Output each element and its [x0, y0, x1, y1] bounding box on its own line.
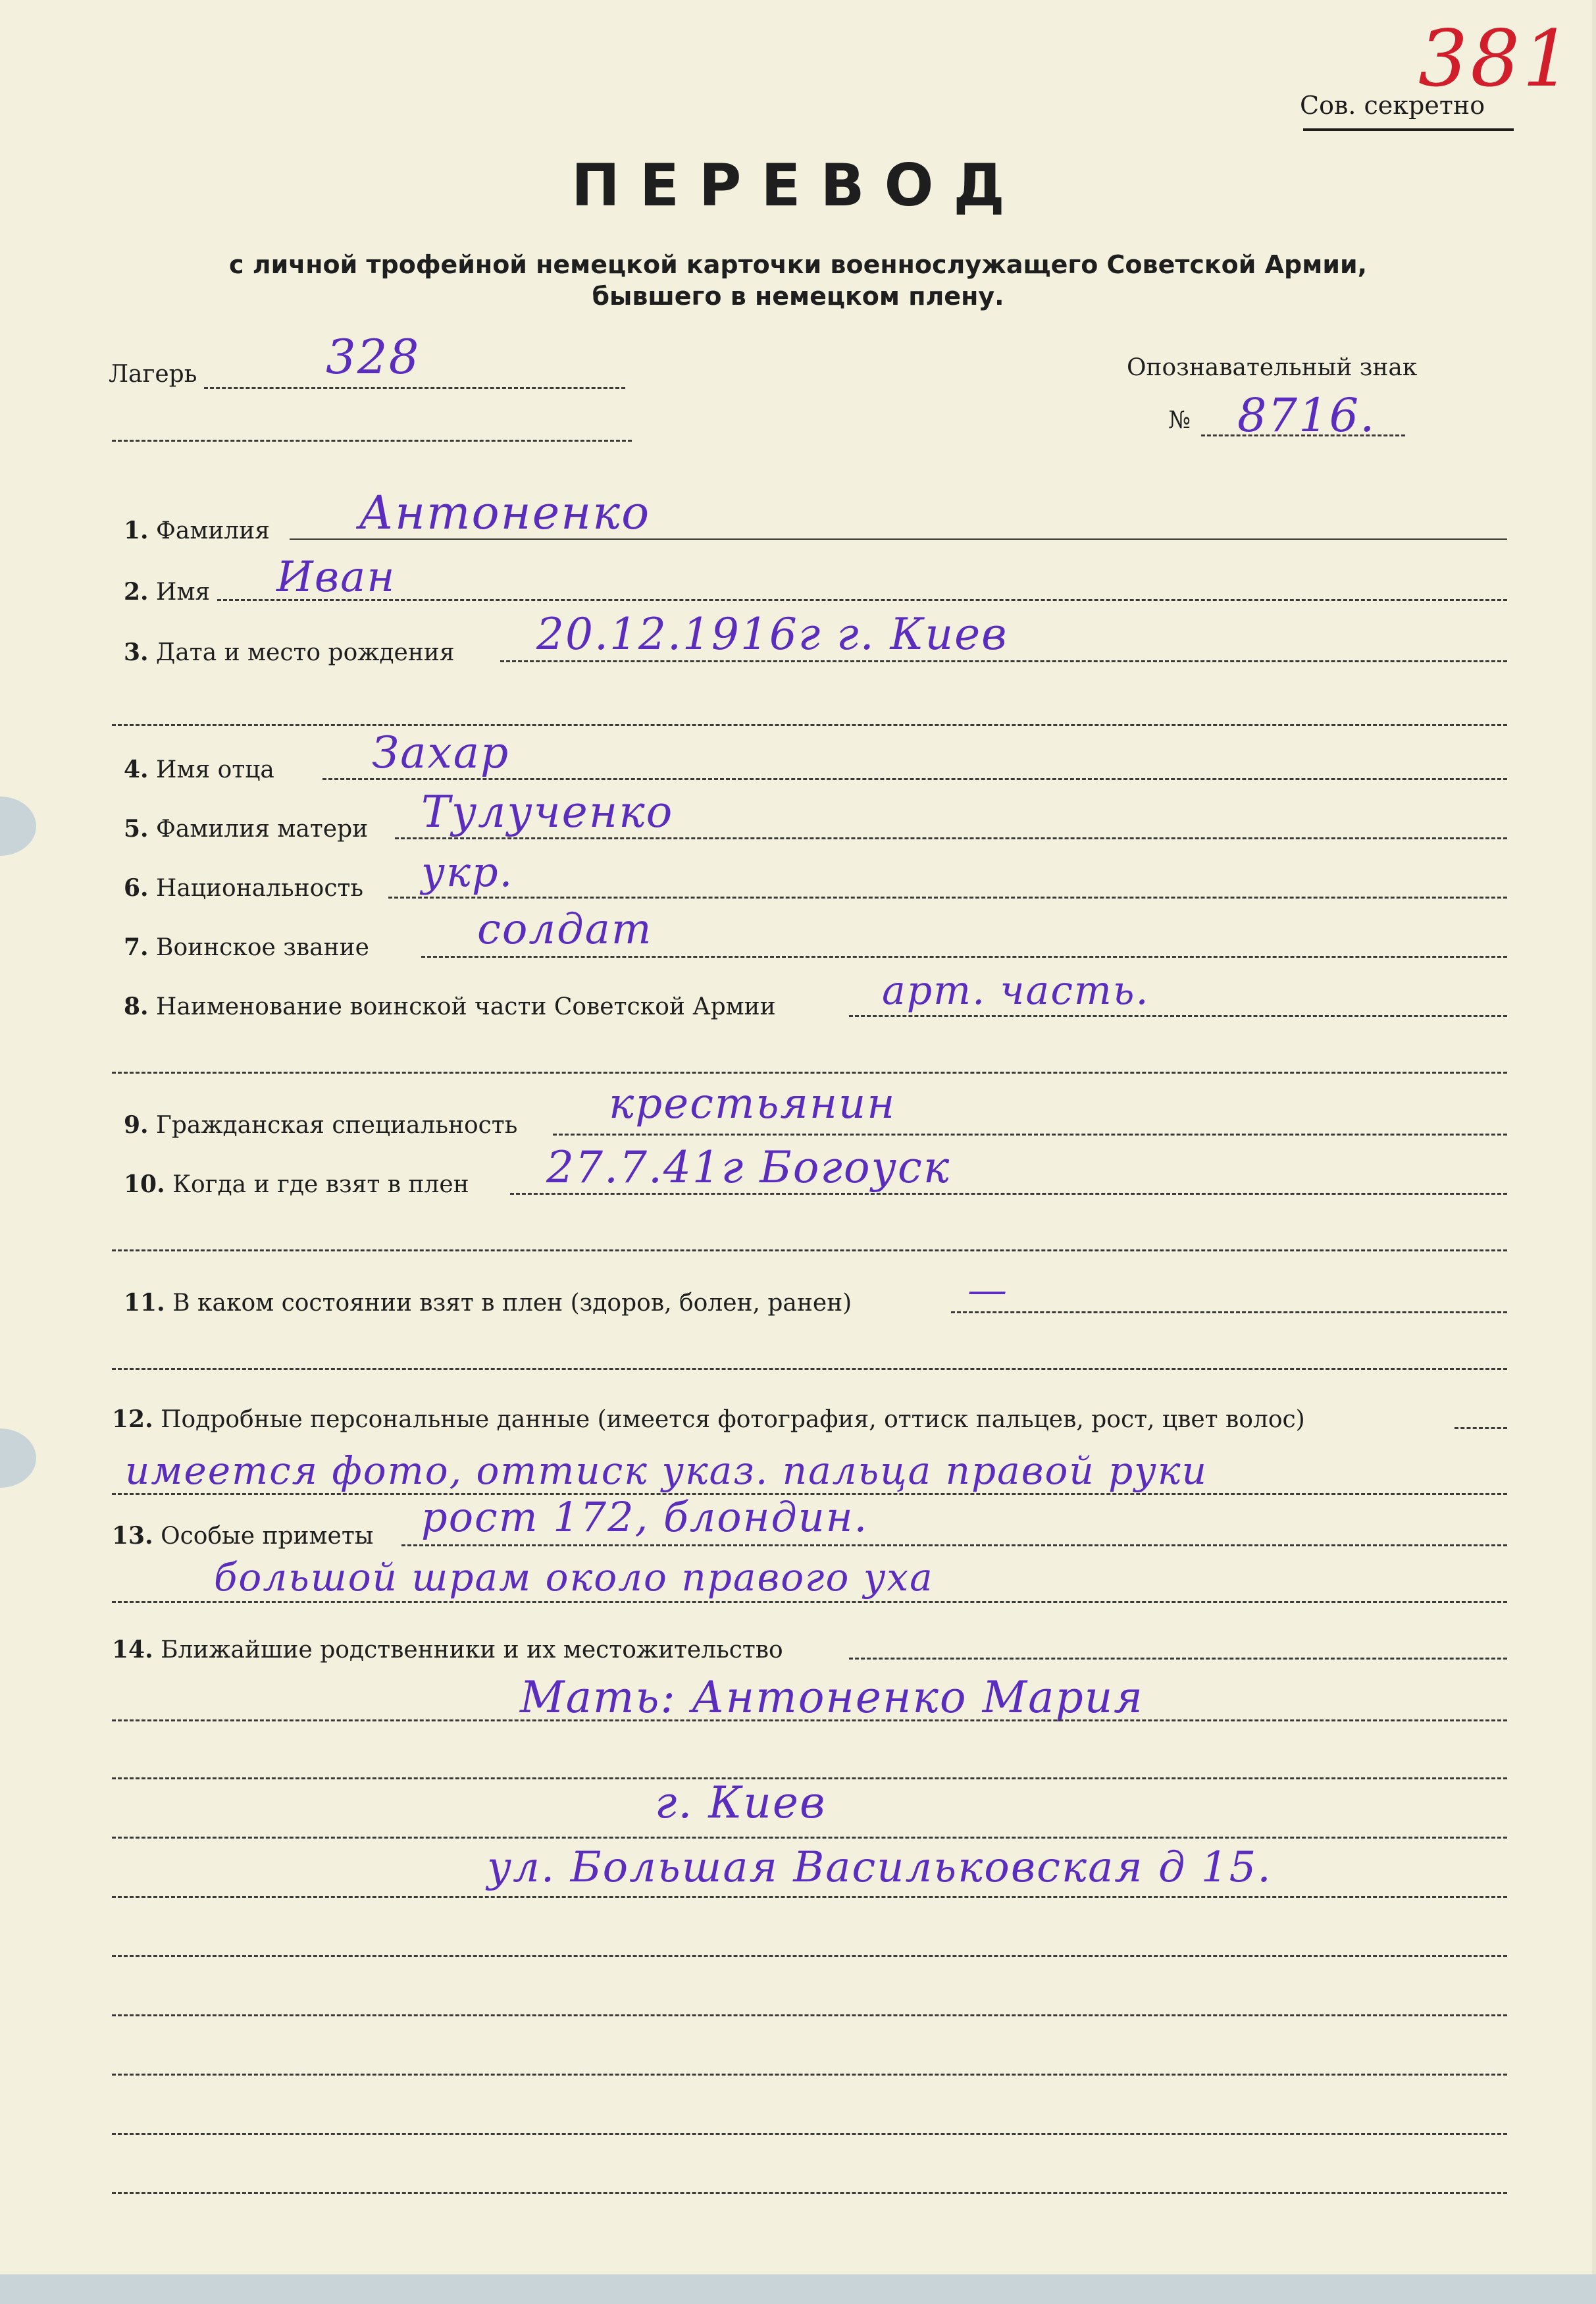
field-13-rule: [401, 1544, 1507, 1546]
field-11-rule-2: [112, 1368, 1507, 1370]
id-mark-label: Опознавательный знак: [1127, 354, 1418, 381]
field-14-rule-10: [112, 2192, 1507, 2194]
field-3-value: 20.12.1916г г. Киев: [536, 609, 1008, 660]
field-14-rule-8: [112, 2074, 1507, 2076]
field-11-rule: [951, 1311, 1507, 1313]
field-14-value: Мать: Антоненко Мария: [520, 1672, 1144, 1723]
field-7-value: солдат: [477, 905, 653, 954]
field-10-rule-2: [112, 1249, 1507, 1251]
field-14-rule-5: [112, 1896, 1507, 1898]
field-4-label: 4. Имя отца: [124, 756, 274, 783]
field-8-label: 8. Наименование воинской части Советской Армии: [124, 993, 776, 1020]
field-10-rule: [510, 1193, 1507, 1195]
field-5-value: Тулученко: [421, 787, 674, 837]
field-8-rule-2: [112, 1072, 1507, 1074]
field-1-value: Антоненко: [359, 486, 651, 540]
id-number-value: 8716.: [1237, 388, 1376, 442]
field-1-label: 1. Фамилия: [124, 517, 270, 544]
field-14-rule-2: [112, 1719, 1507, 1721]
field-2-label: 2. Имя: [124, 578, 211, 606]
field-2-value: Иван: [276, 553, 396, 602]
field-3-rule-2: [112, 724, 1507, 726]
field-5-label: 5. Фамилия матери: [124, 815, 369, 843]
field-5-rule: [395, 837, 1507, 839]
field-10-value: 27.7.41г Богоуск: [546, 1142, 951, 1193]
camp-rule-2: [112, 440, 632, 442]
field-13-value: рост 172, блондин.: [421, 1493, 869, 1541]
field-6-value: укр.: [421, 848, 514, 896]
field-13-value-2: большой шрам около правого уха: [214, 1555, 934, 1600]
field-13-label: 13. Особые приметы: [112, 1522, 374, 1550]
field-4-value: Захар: [372, 727, 510, 778]
field-14-rule-6: [112, 1955, 1507, 1957]
field-3-rule: [500, 660, 1507, 662]
camp-rule: [204, 387, 625, 389]
field-14-rule-9: [112, 2133, 1507, 2135]
field-8-rule: [849, 1015, 1507, 1017]
field-9-label: 9. Гражданская специальность: [124, 1111, 518, 1139]
document-subtitle-line1: с личной трофейной немецкой карточки военнослужащего Советской Армии,: [228, 250, 1368, 279]
field-13-rule-2: [112, 1601, 1507, 1603]
id-number-prefix: №: [1168, 407, 1191, 434]
scan-background-strip: [0, 2274, 1596, 2304]
field-12-rule: [1454, 1427, 1507, 1429]
field-11-value: —: [967, 1267, 1008, 1313]
field-2-rule: [217, 599, 1507, 601]
document-title: ПЕРЕВОД: [571, 151, 1025, 219]
document-subtitle-line2: бывшего в немецком плену.: [592, 282, 1004, 311]
field-4-rule: [322, 778, 1507, 780]
field-10-label: 10. Когда и где взят в плен: [124, 1170, 469, 1198]
field-6-label: 6. Национальность: [124, 874, 363, 902]
classification-underline: [1303, 128, 1514, 131]
field-14-label: 14. Ближайшие родственники и их местожительство: [112, 1636, 783, 1663]
field-14-rule: [849, 1658, 1507, 1660]
field-14-rule-7: [112, 2014, 1507, 2016]
field-7-rule: [421, 956, 1507, 958]
field-3-label: 3. Дата и место рождения: [124, 639, 455, 666]
field-12-label: 12. Подробные персональные данные (имеется фотография, оттиск пальцев, рост, цвет волос): [112, 1405, 1305, 1433]
field-7-label: 7. Воинское звание: [124, 933, 369, 961]
field-8-value: арт. часть.: [882, 968, 1150, 1014]
punch-hole-lower: [0, 1428, 36, 1488]
field-12-value: имеется фото, оттиск указ. пальца правой руки: [125, 1448, 1208, 1493]
field-6-rule: [388, 897, 1507, 899]
camp-value: 328: [326, 329, 421, 384]
field-14-rule-4: [112, 1837, 1507, 1839]
field-9-rule: [553, 1134, 1507, 1136]
punch-hole-upper: [0, 797, 36, 856]
field-11-label: 11. В каком состоянии взят в плен (здоров, болен, ранен): [124, 1289, 852, 1317]
field-14-value-2: г. Киев: [655, 1777, 827, 1828]
red-stamp-number: 381: [1418, 13, 1575, 104]
classification-label: Сов. секретно: [1300, 91, 1485, 120]
field-14-value-3: ул. Большая Васильковская д 15.: [487, 1843, 1272, 1892]
camp-label: Лагерь: [109, 361, 197, 388]
field-9-value: крестьянин: [609, 1080, 896, 1128]
